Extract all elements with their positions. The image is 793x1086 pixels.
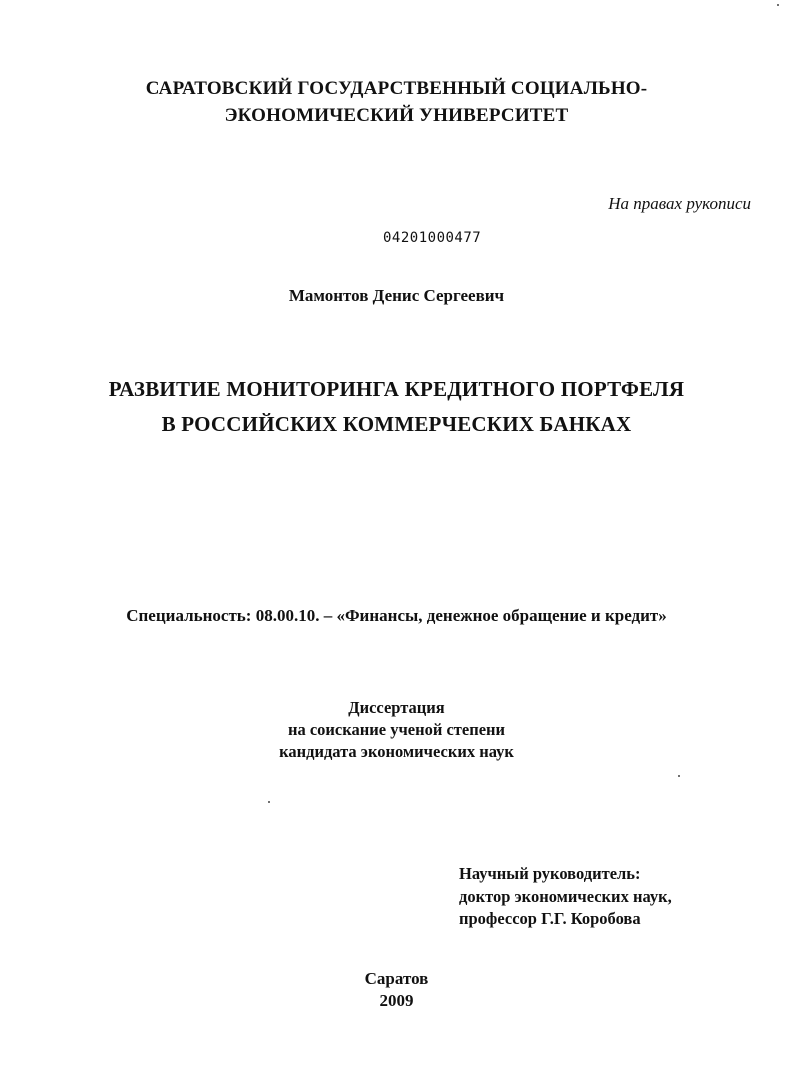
supervisor-name: профессор Г.Г. Коробова xyxy=(459,909,641,928)
degree-line2: кандидата экономических наук xyxy=(279,742,514,761)
catalog-code: 04201000477 xyxy=(383,230,482,246)
supervisor-degree: доктор экономических наук, xyxy=(459,887,672,906)
university-name-line1: САРАТОВСКИЙ ГОСУДАРСТВЕННЫЙ СОЦИАЛЬНО- xyxy=(145,78,648,99)
scan-speck xyxy=(777,4,779,6)
supervisor-label: Научный руководитель: xyxy=(459,864,641,883)
author-name: Мамонтов Денис Сергеевич xyxy=(288,286,505,305)
university-name-line2: ЭКОНОМИЧЕСКИЙ УНИВЕРСИТЕТ xyxy=(224,105,569,126)
manuscript-note: На правах рукописи xyxy=(608,194,751,213)
thesis-title-line1: РАЗВИТИЕ МОНИТОРИНГА КРЕДИТНОГО ПОРТФЕЛЯ xyxy=(108,377,685,401)
scan-speck xyxy=(268,801,270,803)
degree-line1: на соискание ученой степени xyxy=(287,720,506,739)
dissertation-label: Диссертация xyxy=(348,698,445,717)
thesis-title-line2: В РОССИЙСКИХ КОММЕРЧЕСКИХ БАНКАХ xyxy=(161,412,632,436)
scan-speck xyxy=(678,775,680,777)
specialty: Специальность: 08.00.10. – «Финансы, денежное обращение и кредит» xyxy=(126,606,667,625)
year: 2009 xyxy=(379,991,414,1010)
city: Саратов xyxy=(364,969,429,988)
